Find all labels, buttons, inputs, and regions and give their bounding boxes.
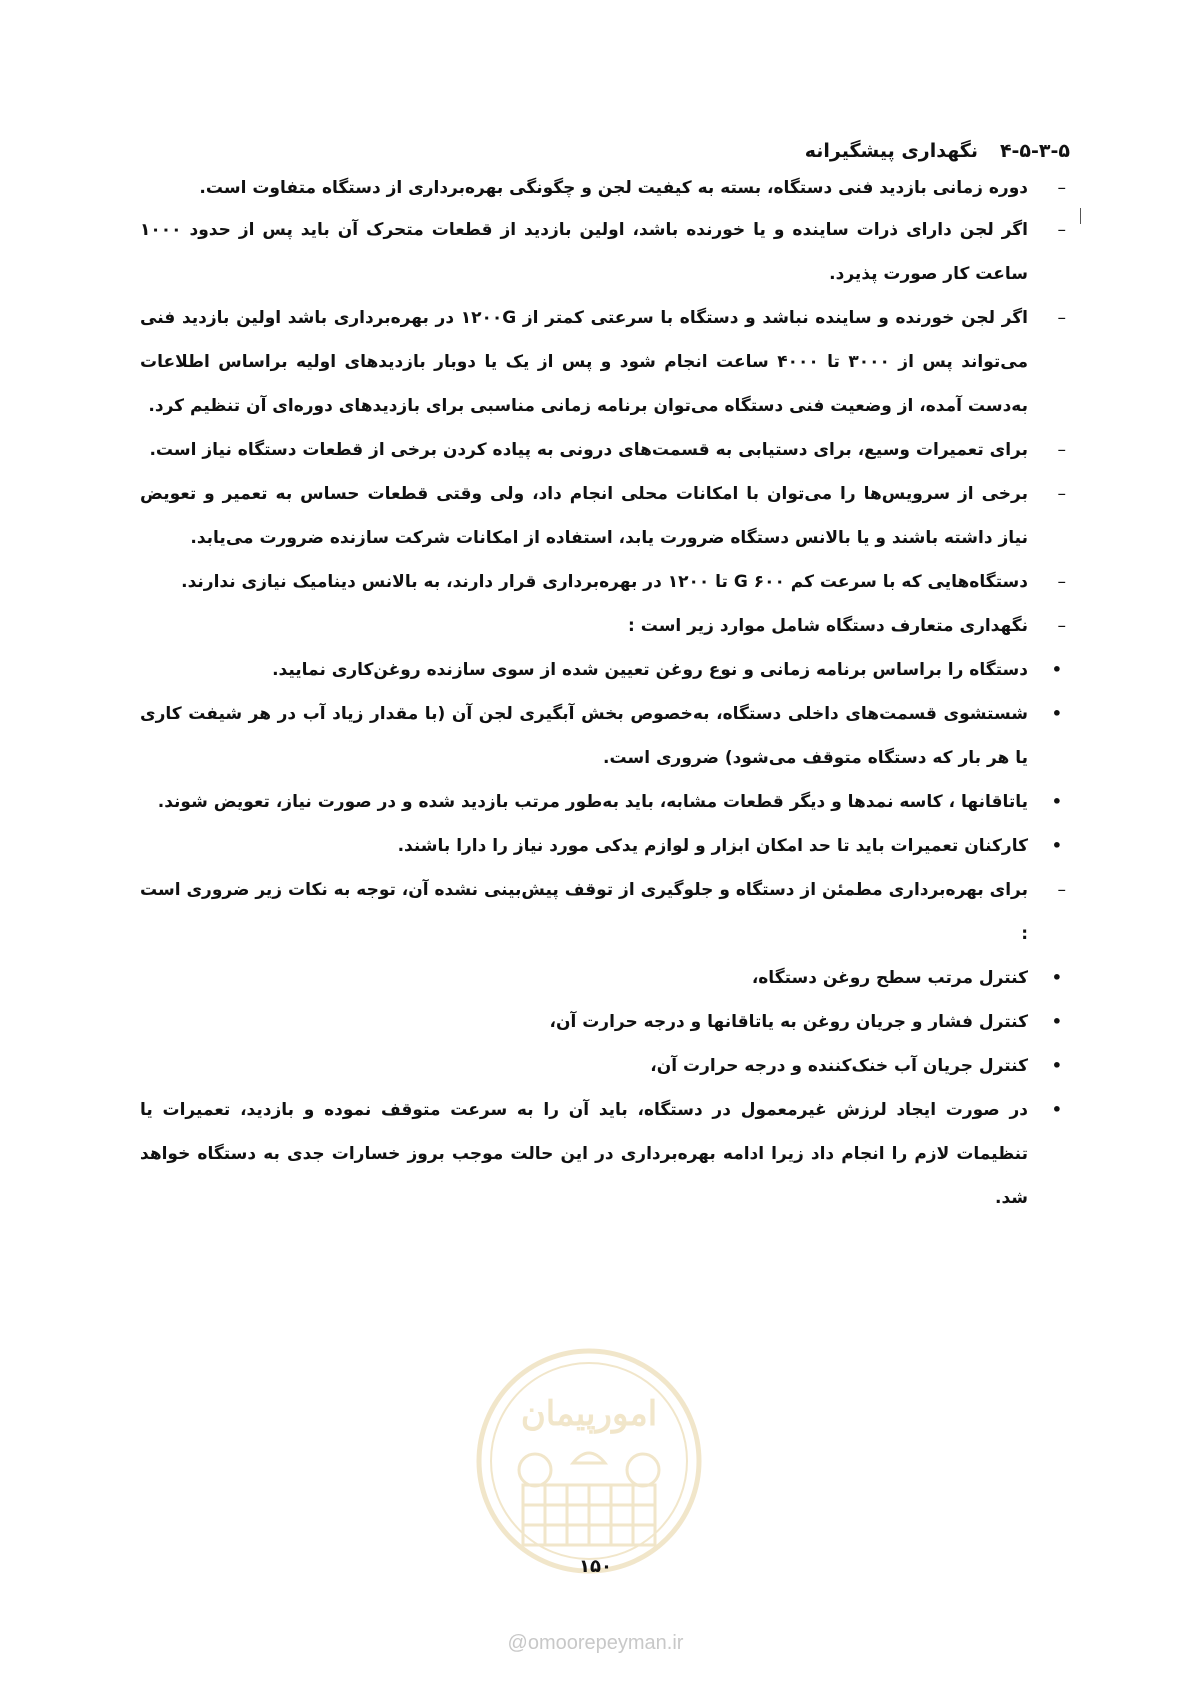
list-item: – دستگاه‌هایی که با سرعت کم ۶۰۰ G تا ۱۲۰۰ در بهره‌برداری قرار دارند، به بالانس دینامیک نیازی ندارند.	[140, 560, 1070, 604]
section-title: نگهداری پیشگیرانه	[804, 140, 978, 162]
list-item: • کنترل جریان آب خنک‌کننده و درجه حرارت آن،	[140, 1044, 1070, 1088]
list-item: • کنترل مرتب سطح روغن دستگاه،	[140, 956, 1070, 1000]
list-item: – برخی از سرویس‌ها را می‌توان با امکانات محلی انجام داد، ولی وقتی قطعات حساس به تعمیر و تعویض نیاز داشته باشند و یا بالانس دستگاه ضرورت یابد، استفاده از امکانات شرکت سازنده ضرورت می‌یابد.	[140, 472, 1070, 560]
list-item: – دوره زمانی بازدید فنی دستگاه، بسته به کیفیت لجن و چگونگی بهره‌برداری از دستگاه متفاوت است.	[140, 168, 1070, 208]
list-item: • در صورت ایجاد لرزش غیرمعمول در دستگاه، باید آن را به سرعت متوقف نموده و بازدید، تعمیرات یا تنظیمات لازم را انجام داد زیرا ادامه بهره‌برداری در این حالت موجب بروز خسارات جدی به دستگاه خواهد شد.	[140, 1088, 1070, 1220]
list-item: – اگر لجن دارای ذرات ساینده و یا خورنده باشد، اولین بازدید از قطعات متحرک آن باید پس از حدود ۱۰۰۰ ساعت کار صورت پذیرد.	[140, 208, 1070, 296]
list-item: – برای بهره‌برداری مطمئن از دستگاه و جلوگیری از توقف پیش‌بینی نشده آن، توجه به نکات زیر ضروری است :	[140, 868, 1070, 956]
seal-logo-icon	[473, 1345, 705, 1577]
document-page	[140, 140, 1070, 1220]
section-number: ۴-۵-۳-۵	[999, 140, 1070, 162]
page-number: ۱۵۰	[579, 1556, 612, 1577]
list-item: • شستشوی قسمت‌های داخلی دستگاه، به‌خصوص بخش آبگیری لجن آن (با مقدار زیاد آب در هر شیفت کاری یا هر بار که دستگاه متوقف می‌شود) ضروری است.	[140, 692, 1070, 780]
list-item: • دستگاه را براساس برنامه زمانی و نوع روغن تعیین شده از سوی سازنده روغن‌کاری نمایید.	[140, 648, 1070, 692]
list-item: – برای تعمیرات وسیع، برای دستیابی به قسمت‌های درونی به پیاده کردن برخی از قطعات دستگاه نیاز است.	[140, 428, 1070, 472]
list-item: • کنترل فشار و جریان روغن به یاتاقانها و درجه حرارت آن،	[140, 1000, 1070, 1044]
list-item: – نگهداری متعارف دستگاه شامل موارد زیر است :	[140, 604, 1070, 648]
watermark: @omoorepeyman.ir	[507, 1632, 684, 1654]
list-item: • کارکنان تعمیرات باید تا حد امکان ابزار و لوازم یدکی مورد نیاز را دارا باشند.	[140, 824, 1070, 868]
margin-mark	[1080, 208, 1081, 224]
section-heading	[140, 140, 1070, 162]
seal-text: امورپیمان	[520, 1394, 658, 1434]
list-item: – اگر لجن خورنده و ساینده نباشد و دستگاه با سرعتی کمتر از ۱۲۰۰G در بهره‌برداری باشد اولین بازدید فنی می‌تواند پس از ۳۰۰۰ تا ۴۰۰۰ ساعت انجام شود و پس از یک یا دوبار بازدیدهای اولیه براساس اطلاعات به‌دست آمده، از وضعیت فنی دستگاه می‌توان برنامه زمانی مناسبی برای بازدیدهای دوره‌ای آن تنظیم کرد.	[140, 296, 1070, 428]
list-item: • یاتاقانها ، کاسه نمدها و دیگر قطعات مشابه، باید به‌طور مرتب بازدید شده و در صورت نیاز، تعویض شوند.	[140, 780, 1070, 824]
content-list	[140, 168, 1070, 1220]
